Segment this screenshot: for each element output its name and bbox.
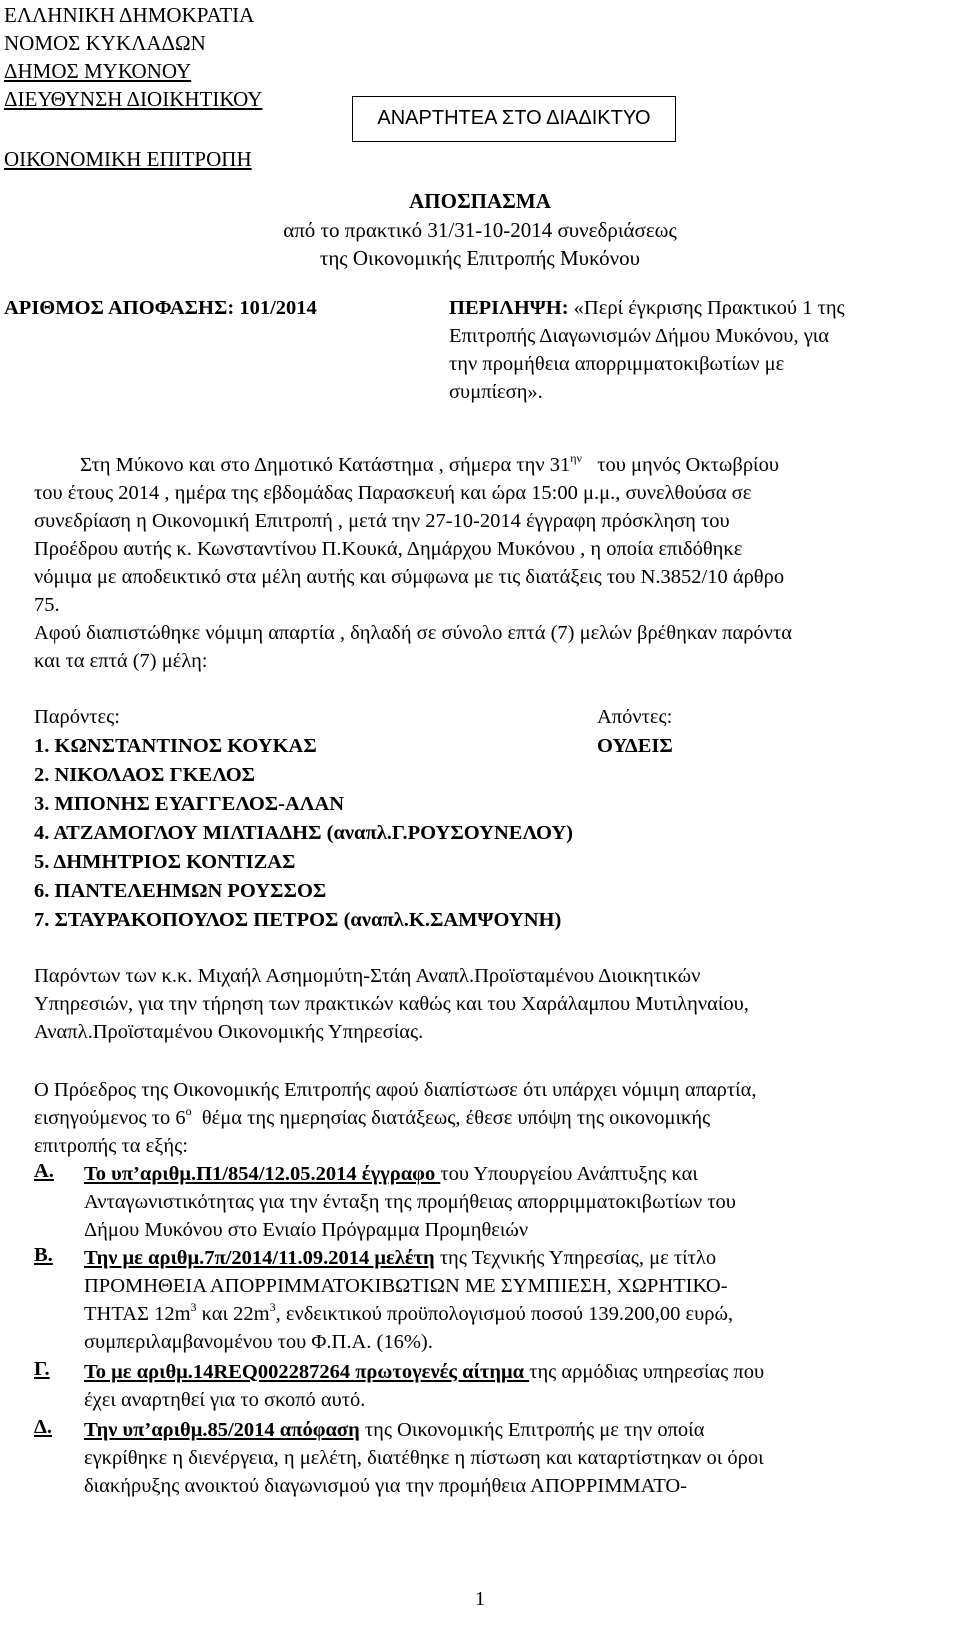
president-line-1: Ο Πρόεδρος της Οικονομικής Επιτροπής αφού διαπίστωσε ότι υπάρχει νόμιμη απαρτία, [34,1079,757,1101]
item-d-line-1 [84,1416,944,1444]
president-line-2b: θέμα της ημερησίας διατάξεως, έθεσε υπόψη της οικονομικής [201,1107,711,1129]
absent-label: Απόντες: [597,706,673,728]
excerpt-line-2: της Οικονομικής Επιτροπής Μυκόνου [319,246,641,270]
item-b-line-1 [84,1244,944,1272]
item-b-reference: Την με αριθμ.7π/2014/11.09.2014 μελέτη [84,1247,435,1269]
intro-date-suffix: ην [570,451,582,465]
presence-line-2: Υπηρεσιών, για την τήρηση των πρακτικών καθώς και του Χαράλαμπου Μυτιληναίου, [34,993,749,1015]
header-prefecture: ΝΟΜΟΣ ΚΥΚΛΑΔΩΝ [4,31,206,55]
item-d-line-3: διακήρυξης ανοικτού διαγωνισμού για την προμήθεια ΑΠΟΡΡΙΜΜΑΤΟ- [84,1475,687,1497]
item-c-reference: Το με αριθμ.14REQ002287264 πρωτογενές αίτημα [84,1361,530,1383]
item-b-superscript-2: 3 [269,1300,276,1314]
member-6: 6. ΠΑΝΤΕΛΕΗΜΩΝ ΡΟΥΣΣΟΣ [34,880,327,902]
item-d-line-2: εγκρίθηκε η διενέργεια, η μελέτη, διατέθηκε η πίστωση και καταρτίστηκαν οι όροι [84,1447,764,1469]
item-a-line-2: Ανταγωνιστικότητας για την ένταξη της προμήθειας απορριμματοκιβωτίων του [84,1191,736,1213]
item-b-rest: της Τεχνικής Υπηρεσίας, με τίτλο [434,1247,717,1269]
item-b-line-3b: και 22m [196,1303,270,1325]
item-b-line-2: ΠΡΟΜΗΘΕΙΑ ΑΠΟΡΡΙΜΜΑΤΟΚΙΒΩΤΙΩΝ ΜΕ ΣΥΜΠΙΕΣΗ, ΧΩΡΗΤΙΚΟ- [84,1275,728,1297]
president-line-3: επιτροπής τα εξής: [34,1135,188,1157]
internet-posting-label: ΑΝΑΡΤΗΤΕΑ ΣΤΟ ΔΙΑΔΙΚΤΥΟ [377,107,651,129]
header-directorate: ΔΙΕΥΘΥΝΣΗ ΔΙΟΙΚΗΤΙΚΟΥ [4,87,263,111]
item-b-line-3a: ΤΗΤΑΣ 12m [84,1303,191,1325]
item-b-line-3 [84,1300,944,1328]
member-7: 7. ΣΤΑΥΡΑΚΟΠΟΥΛΟΣ ΠΕΤΡΟΣ (αναπλ.Κ.ΣΑΜΨΟΥΝΗ) [34,909,562,931]
summary-label: ΠΕΡΙΛΗΨΗ: [449,297,569,319]
item-b-superscript-1: 3 [190,1300,197,1314]
president-line-2 [34,1104,710,1132]
intro-line-8: και τα επτά (7) μέλη: [34,650,208,672]
intro-line-4: Προέδρου αυτής κ. Κωνσταντίνου Π.Κουκά, Δημάρχου Μυκόνου , η οποία επιδόθηκε [34,538,743,560]
intro-line-3: συνεδρίαση η Οικονομική Επιτροπή , μετά την 27-10-2014 έγγραφη πρόσκληση του [34,510,730,532]
item-d-letter: Δ. [34,1416,52,1438]
intro-line-7: Αφού διαπιστώθηκε νόμιμη απαρτία , δηλαδή σε σύνολο επτά (7) μελών βρέθηκαν παρόντα [34,622,792,644]
summary-line-2: Επιτροπής Διαγωνισμών Δήμου Μυκόνου, για [449,325,830,347]
header-country: ΕΛΛΗΝΙΚΗ ΔΗΜΟΚΡΑΤΙΑ [4,3,255,27]
intro-line-6: 75. [34,594,60,616]
presence-line-3: Αναπλ.Προϊσταμένου Οικονομικής Υπηρεσίας. [34,1021,424,1043]
item-a-line-1 [84,1160,944,1188]
item-b-line-3c: , ενδεικτικού προϋπολογισμού ποσού 139.200,00 ευρώ, [275,1303,734,1325]
internet-posting-box [352,96,676,142]
president-line-2a: εισηγούμενος το 6 [34,1107,186,1129]
header-municipality: ΔΗΜΟΣ ΜΥΚΟΝΟΥ [4,59,192,83]
item-c-line-1 [84,1358,944,1386]
item-a-rest: του Υπουργείου Ανάπτυξης και [440,1163,698,1185]
summary-line-4: συμπίεση». [449,381,543,403]
present-label: Παρόντες: [34,706,120,728]
summary-text-1: «Περί έγκρισης Πρακτικού 1 της [573,297,845,319]
item-d-reference: Την υπ’αριθμ.85/2014 απόφαση [84,1419,360,1441]
item-b-letter: Β. [34,1244,53,1266]
member-4: 4. ΑΤΖΑΜΟΓΛΟΥ ΜΙΛΤΙΑΔΗΣ (αναπλ.Γ.ΡΟΥΣΟΥΝΕΛΟΥ) [34,822,573,844]
intro-line-1a: Στη Μύκονο και στο Δημοτικό Κατάστημα , σήμερα την 31 [80,454,571,476]
item-d-rest: της Οικονομικής Επιτροπής με την οποία [359,1419,705,1441]
intro-line-2: του έτους 2014 , ημέρα της εβδομάδας Παρασκευή και ώρα 15:00 μ.μ., συνελθούσα σε [34,482,752,504]
intro-line-1b: του μηνός Οκτωβρίου [597,454,779,476]
member-2: 2. ΝΙΚΟΛΑΟΣ ΓΚΕΛΟΣ [34,764,256,786]
item-c-rest: της αρμόδιας υπηρεσίας που [529,1361,765,1383]
summary-line-1 [449,297,845,320]
decision-number: ΑΡΙΘΜΟΣ ΑΠΟΦΑΣΗΣ: 101/2014 [4,297,317,319]
item-c-line-2: έχει αναρτηθεί για το σκοπό αυτό. [84,1389,366,1411]
presence-line-1: Παρόντων των κ.κ. Μιχαήλ Ασημομύτη-Στάη Αναπλ.Προϊσταμένου Διοικητικών [34,965,701,987]
absent-value: ΟΥΔΕΙΣ [597,735,673,757]
page-number: 1 [475,1588,485,1610]
item-a-letter: Α. [34,1160,54,1182]
member-1: 1. ΚΩΝΣΤΑΝΤΙΝΟΣ ΚΟΥΚΑΣ [34,735,317,757]
intro-line-5: νόμιμα με αποδεικτικό στα μέλη αυτής και σύμφωνα με τις διατάξεις του Ν.3852/10 άρθρο [34,566,785,588]
excerpt-line-1: από το πρακτικό 31/31-10-2014 συνεδριάσεως [283,218,677,242]
header-committee: ΟΙΚΟΝΟΜΙΚΗ ΕΠΙΤΡΟΠΗ [4,147,252,171]
intro-line-1 [80,451,779,479]
item-a-line-3: Δήμου Μυκόνου στο Ενιαίο Πρόγραμμα Προμηθειών [84,1219,529,1241]
member-3: 3. ΜΠΟΝΗΣ ΕΥΑΓΓΕΛΟΣ-ΑΛΑΝ [34,793,345,815]
summary-line-3: την προμήθεια απορριμματοκιβωτίων με [449,353,785,375]
item-b-line-4: συμπεριλαμβανομένου του Φ.Π.Α. (16%). [84,1331,433,1353]
item-c-letter: Γ. [34,1358,50,1380]
item-a-reference: Το υπ’αριθμ.Π1/854/12.05.2014 έγγραφο [84,1163,441,1185]
member-5: 5. ΔΗΜΗΤΡΙΟΣ ΚΟΝΤΙΖΑΣ [34,851,296,873]
excerpt-title: ΑΠΟΣΠΑΣΜΑ [409,189,551,213]
ordinal-suffix: ο [185,1104,192,1118]
